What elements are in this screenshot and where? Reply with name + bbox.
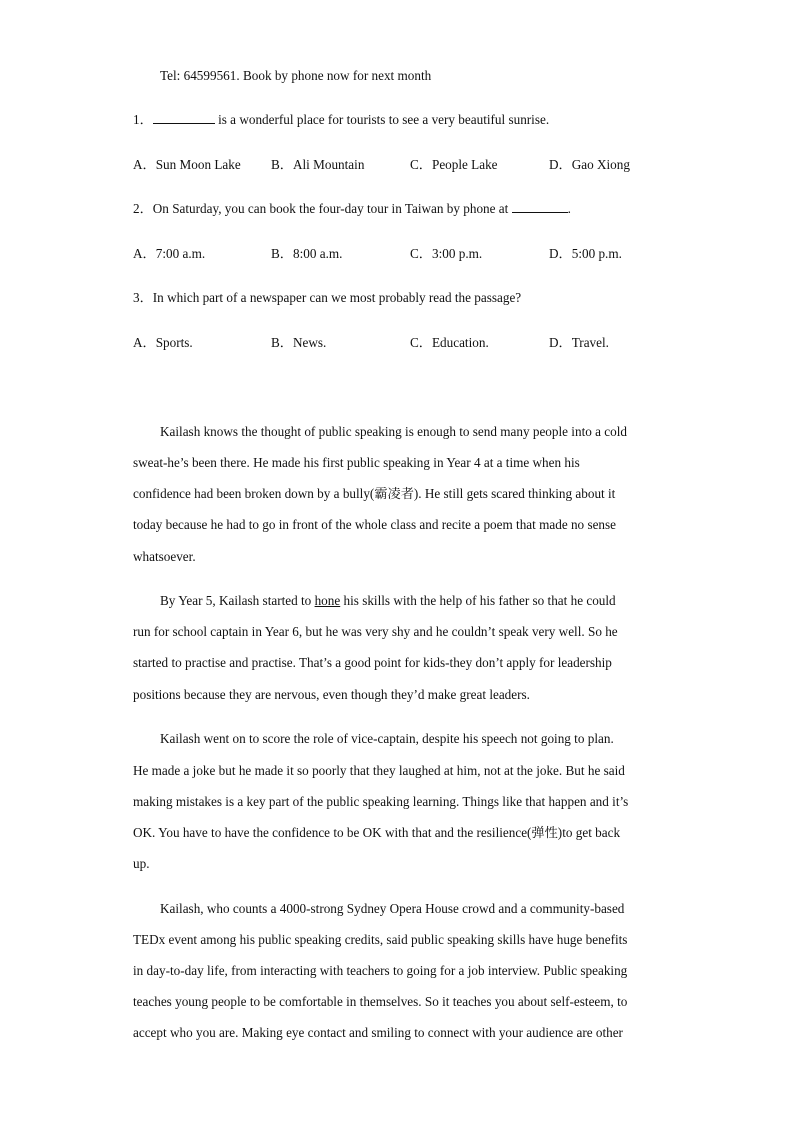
paragraph-line: TEDx event among his public speaking credits, said public speaking skills have huge benefits (133, 932, 628, 947)
option-letter: C． (410, 335, 432, 350)
paragraph-line: in day-to-day life, from interacting with teachers to going for a job interview. Public speaking (133, 963, 628, 978)
paragraph-line: positions because they are nervous, even though they’d make great leaders. (133, 687, 530, 702)
text-run: his skills with the help of his father so that he could (340, 593, 616, 608)
option-a (133, 246, 205, 262)
paragraph-line: whatsoever. (133, 549, 196, 564)
text-run: By Year 5, Kailash started to (160, 593, 315, 608)
paragraph-line: run for school captain in Year 6, but he was very shy and he couldn’t speak very well. So he (133, 624, 618, 639)
option-a (133, 335, 193, 351)
option-text: People Lake (431, 157, 498, 172)
paragraph-line: today because he had to go in front of the whole class and recite a poem that made no sense (133, 517, 617, 532)
option-a (133, 157, 241, 173)
paragraph-line: Kailash, who counts a 4000-strong Sydney Opera House crowd and a community-based (160, 901, 625, 916)
paragraph-line: teaches young people to be comfortable in themselves. So it teaches you about self-esteem, to (133, 994, 628, 1009)
tel-line: Tel: 64599561. Book by phone now for next month (160, 68, 432, 83)
question-3 (133, 290, 521, 306)
question-number: 3． (133, 290, 153, 305)
paragraph-line: started to practise and practise. That’s a good point for kids-they don’t apply for leadership (133, 655, 612, 670)
option-text: 8:00 a.m. (292, 246, 343, 261)
question-number: 2． (133, 201, 153, 216)
option-letter: B． (271, 335, 293, 350)
option-text: News. (292, 335, 327, 350)
option-text: 3:00 p.m. (431, 246, 483, 261)
paragraph-line: sweat-he’s been there. He made his first public speaking in Year 4 at a time when his (133, 455, 580, 470)
option-letter: C． (410, 246, 432, 261)
question-text: is a wonderful place for tourists to see a very beautiful sunrise. (214, 112, 550, 127)
paragraph-line: up. (133, 856, 150, 871)
option-d (549, 246, 622, 262)
answer-blank (512, 201, 568, 213)
option-letter: A． (133, 157, 156, 172)
option-letter: A． (133, 335, 156, 350)
paragraph-line: OK. You have to have the confidence to be OK with that and the resilience(弹性)to get back (133, 825, 621, 840)
option-letter: B． (271, 246, 293, 261)
question-text: On Saturday, you can book the four-day tour in Taiwan by phone at (152, 201, 512, 216)
paragraph-line: Kailash knows the thought of public speaking is enough to send many people into a cold (160, 424, 627, 439)
option-letter: A． (133, 246, 156, 261)
option-d (549, 157, 630, 173)
paragraph-line: making mistakes is a key part of the public speaking learning. Things like that happen and it’s (133, 794, 629, 809)
option-c (410, 246, 482, 262)
question-text: In which part of a newspaper can we most probably read the passage? (152, 290, 522, 305)
question-text-end: . (567, 201, 571, 216)
option-b (271, 335, 326, 351)
option-letter: D． (549, 157, 572, 172)
paragraph-line: He made a joke but he made it so poorly that they laughed at him, not at the joke. But he said (133, 763, 625, 778)
option-text: Gao Xiong (571, 157, 630, 172)
question-2 (133, 201, 571, 217)
option-letter: B． (271, 157, 293, 172)
paragraph-line: Kailash went on to score the role of vice-captain, despite his speech not going to plan. (160, 731, 614, 746)
answer-blank (153, 112, 215, 124)
question-1 (133, 112, 549, 128)
option-text: Ali Mountain (292, 157, 365, 172)
option-letter: D． (549, 246, 572, 261)
option-letter: D． (549, 335, 572, 350)
option-text: 5:00 p.m. (571, 246, 622, 261)
option-d (549, 335, 609, 351)
option-text: Education. (431, 335, 489, 350)
paragraph-line (160, 593, 616, 609)
option-text: Sports. (155, 335, 193, 350)
option-letter: C． (410, 157, 432, 172)
paragraph-line: accept who you are. Making eye contact and smiling to connect with your audience are other (133, 1025, 623, 1040)
option-text: Sun Moon Lake (155, 157, 241, 172)
option-text: Travel. (571, 335, 609, 350)
underlined-word: hone (314, 593, 341, 608)
paragraph-line: confidence had been broken down by a bully(霸凌者). He still gets scared thinking about it (133, 486, 616, 501)
option-b (271, 246, 342, 262)
option-b (271, 157, 364, 173)
option-c (410, 157, 498, 173)
option-c (410, 335, 489, 351)
question-number: 1． (133, 112, 153, 127)
option-text: 7:00 a.m. (155, 246, 206, 261)
